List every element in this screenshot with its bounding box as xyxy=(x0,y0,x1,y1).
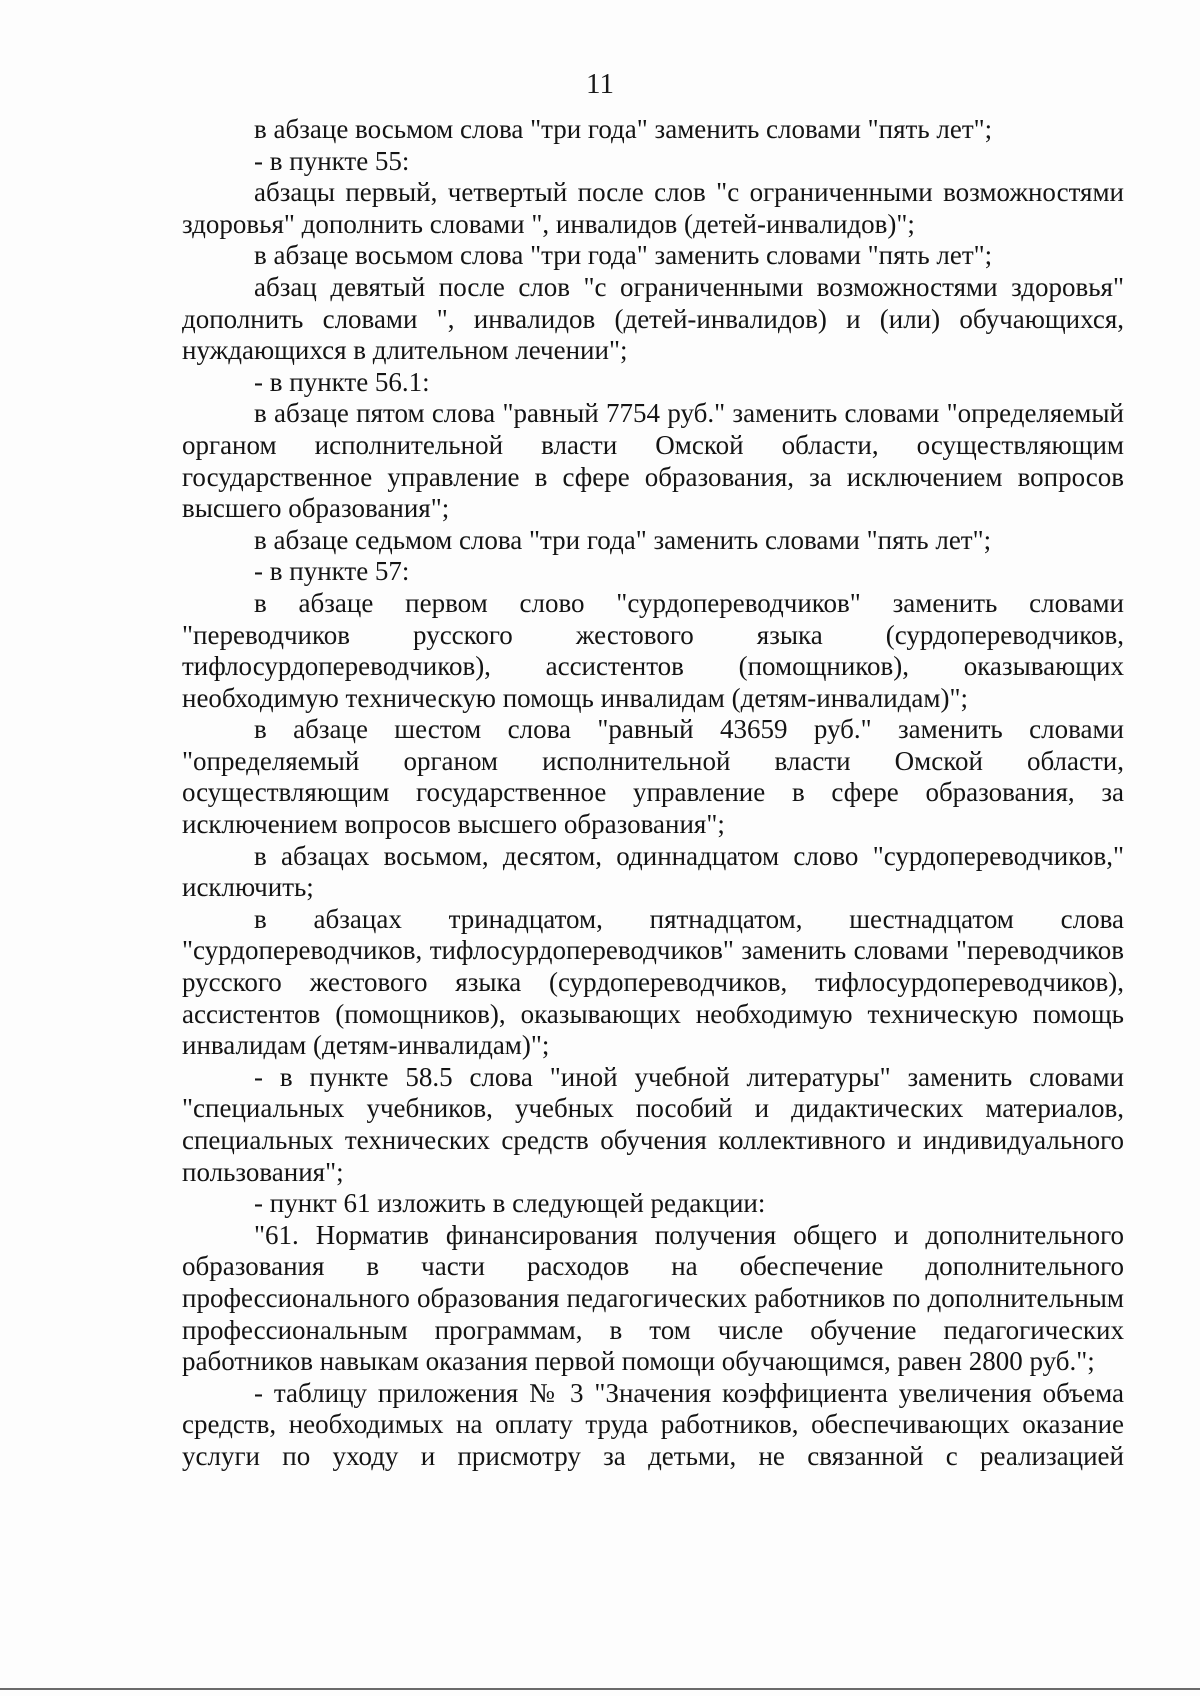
scan-bottom-edge xyxy=(0,1688,1200,1690)
paragraph: в абзаце пятом слова "равный 7754 руб." заменить словами "определяемый органом исполнительной власти Омской области, осуществляющим государственное управление в сфере образования, за исключением вопросов высшего образования"; xyxy=(182,398,1124,524)
paragraph: "61. Норматив финансирования получения общего и дополнительного образования в части расходов на обеспечение дополнительного профессионального образования педагогических работников по дополнительным профессиональным программам, в том числе обучение педагогических работников навыкам оказания первой помощи обучающимся, равен 2800 руб."; xyxy=(182,1219,1124,1377)
paragraph: в абзаце восьмом слова "три года" заменить словами "пять лет"; xyxy=(254,114,993,144)
paragraph: - пункт 61 изложить в следующей редакции: xyxy=(254,1188,766,1219)
paragraph: в абзаце шестом слова "равный 43659 руб." заменить словами "определяемый органом исполнительной власти Омской области, осуществляющим государственное управление в сфере образования, за исключением вопросов высшего образования"; xyxy=(182,714,1124,840)
paragraph: - в пункте 56.1: xyxy=(254,366,430,397)
paragraph: - в пункте 58.5 слова "иной учебной литературы" заменить словами "специальных учебников, учебных пособий и дидактических материалов, специальных технических средств обучения коллективного и индивидуального пользования"; xyxy=(182,1061,1124,1187)
paragraph: абзац девятый после слов "с ограниченными возможностями здоровья" дополнить словами ", инвалидов (детей-инвалидов) и (или) обучающихся, нуждающихся в длительном лечении"; xyxy=(182,271,1124,366)
paragraph: в абзацах восьмом, десятом, одиннадцатом слово "сурдопереводчиков," исключить; xyxy=(182,840,1124,903)
paragraph: - в пункте 55: xyxy=(254,145,410,176)
paragraph: - в пункте 57: xyxy=(254,556,410,587)
page-number: 11 xyxy=(586,68,614,100)
paragraph: абзацы первый, четвертый после слов "с ограниченными возможностями здоровья" дополнить словами ", инвалидов (детей-инвалидов)"; xyxy=(182,177,1124,239)
paragraph: в абзаце восьмом слова "три года" заменить словами "пять лет"; xyxy=(254,240,993,271)
paragraph: в абзаце седьмом слова "три года" заменить словами "пять лет"; xyxy=(254,524,992,555)
paragraph: в абзацах тринадцатом, пятнадцатом, шестнадцатом слова "сурдопереводчиков, тифлосурдопереводчиков" заменить словами "переводчиков русского жестового языка (сурдопереводчиков, тифлосурдопереводчиков), ассистентов (помощников), оказывающих необходимую техническую помощь инвалидам (детям-инвалидам)"; xyxy=(182,903,1124,1061)
paragraph: - таблицу приложения № 3 "Значения коэффициента увеличения объема средств, необходимых на оплату труда работников, обеспечивающих оказание услуги по уходу и присмотру за детьми, не связанной с реализацией xyxy=(182,1377,1124,1471)
document-body xyxy=(182,114,1124,1473)
paragraph: в абзаце первом слово "сурдопереводчиков" заменить словами "переводчиков русского жестового языка (сурдопереводчиков, тифлосурдопереводчиков), ассистентов (помощников), оказывающих необходимую техническую помощь инвалидам (детям-инвалидам)"; xyxy=(182,587,1124,713)
